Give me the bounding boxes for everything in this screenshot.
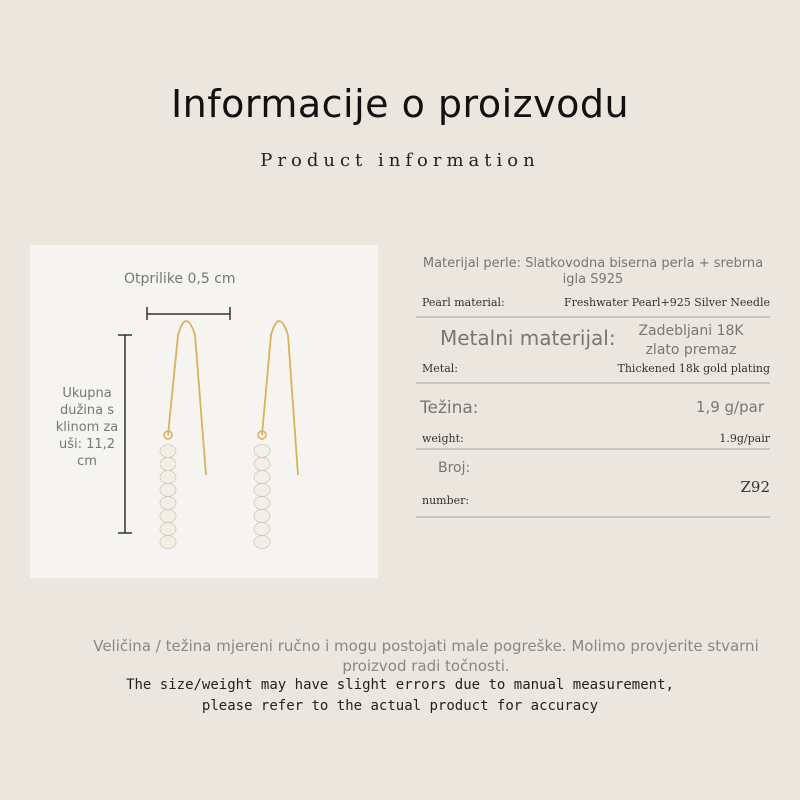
number-label-local: Broj: (438, 460, 471, 476)
metal-label-en: Metal: (422, 362, 458, 375)
pearl-bead (160, 484, 176, 497)
spec-row-number (416, 450, 770, 518)
earring-left-pearls (160, 445, 176, 549)
pearl-label-local: Materijal perle: Slatkovodna biserna perla + srebrna igla S925 (422, 256, 764, 287)
width-label: Otprilike 0,5 cm (124, 271, 236, 287)
pearl-bead (160, 523, 176, 536)
pearl-bead (160, 445, 176, 458)
pearl-bead (254, 471, 270, 484)
spec-table (416, 252, 770, 518)
pearl-bead (160, 510, 176, 523)
disclaimer-en (0, 675, 800, 717)
spec-row-pearl (416, 252, 770, 318)
pearl-bead (160, 458, 176, 471)
length-label: Ukupna dužina s klinom za uši: 11,2 cm (55, 386, 119, 469)
disclaimer-en-line1: The size/weight may have slight errors due to manual measurement, (126, 677, 674, 693)
page-subtitle: Product information (260, 150, 540, 171)
spec-row-weight (416, 384, 770, 450)
pearl-bead (254, 510, 270, 523)
earring-right-pearls (254, 445, 270, 549)
width-dimension-line (147, 307, 230, 320)
page-title: Informacije o proizvodu (170, 82, 630, 126)
pearl-value-en: Freshwater Pearl+925 Silver Needle (563, 296, 770, 309)
weight-label-local: Težina: (420, 398, 479, 418)
disclaimer-local: Veličina / težina mjereni ručno i mogu postojati male pogreške. Molimo provjerite stvarni proizvod radi točnosti. (93, 637, 759, 675)
number-label-en: number: (422, 494, 470, 507)
product-photo (30, 245, 378, 578)
disclaimer-en-line2: please refer to the actual product for accuracy (201, 698, 599, 714)
weight-label-en: weight: (422, 432, 464, 445)
pearl-bead (254, 523, 270, 536)
pearl-bead (254, 484, 270, 497)
metal-value-en: Thickened 18k gold plating (617, 362, 770, 375)
weight-value-local: 1,9 g/par (695, 398, 764, 416)
spec-row-metal (416, 318, 770, 384)
pearl-label-en: Pearl material: (422, 296, 505, 309)
pearl-bead (254, 458, 270, 471)
pearl-bead (160, 497, 176, 510)
pearl-bead (254, 497, 270, 510)
pearl-bead (160, 536, 176, 549)
metal-label-local: Metalni materijal: (440, 326, 616, 350)
weight-value-en: 1.9g/pair (719, 432, 770, 445)
metal-value-local: Zadebljani 18K zlato premaz (638, 323, 744, 358)
pearl-bead (254, 445, 270, 458)
pearl-bead (254, 536, 270, 549)
number-value: Z92 (740, 478, 770, 496)
pearl-bead (160, 471, 176, 484)
